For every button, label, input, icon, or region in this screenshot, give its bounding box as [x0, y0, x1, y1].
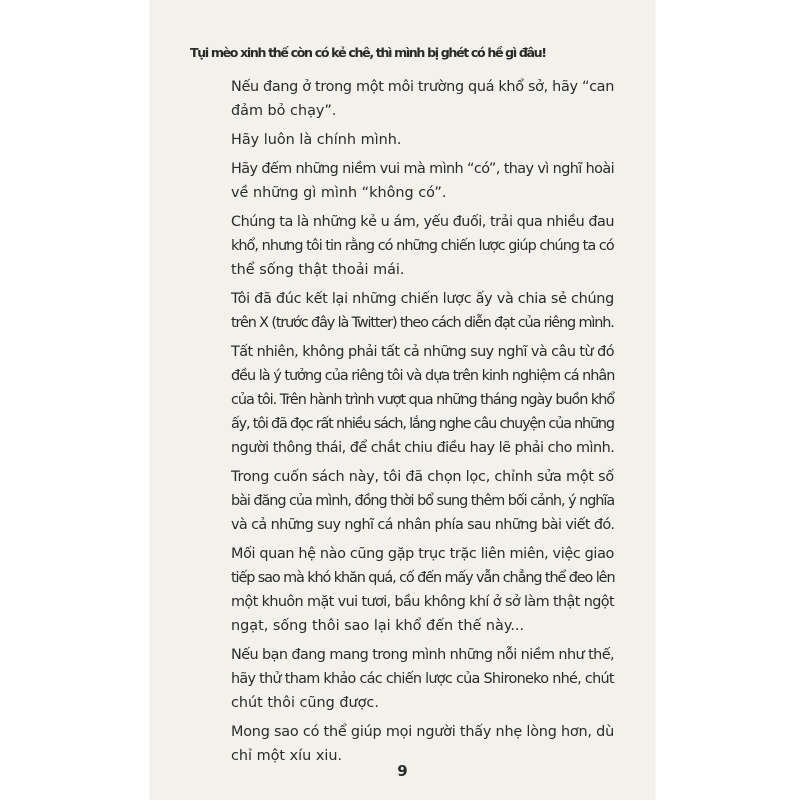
body-text — [194, 75, 614, 773]
paragraph-4 — [194, 210, 614, 282]
text-line: của tôi. Trên hành trình vượt qua những tháng ngày buồn khổ — [231, 392, 615, 408]
paragraph-10 — [194, 720, 614, 768]
paragraph-9 — [194, 643, 614, 715]
text-line: và cả những suy nghĩ cá nhân phía sau những bài viết đó. — [231, 517, 615, 533]
paragraph-8 — [194, 542, 614, 638]
text-line: trên X (trước đây là Twitter) theo cách diễn đạt của riêng mình. — [231, 315, 614, 331]
text-line: Nếu bạn đang mang trong mình những nỗi niềm như thế, — [231, 647, 614, 663]
text-line: Hãy đếm những niềm vui mà mình “có”, thay vì nghĩ hoài — [231, 161, 615, 177]
paragraph-7 — [194, 465, 614, 537]
running-header: Tụi mèo xinh thế còn có kẻ chê, thì mình bị ghét có hề gì đâu! — [190, 45, 546, 60]
text-line: ngạt, sống thôi sao lại khổ đến thế này... — [231, 618, 525, 634]
text-line: Chúng ta là những kẻ u ám, yếu đuối, trải qua nhiều đau — [231, 214, 614, 230]
paragraph-3 — [194, 157, 614, 205]
text-line: khổ, nhưng tôi tin rằng có những chiến lược giúp chúng ta có — [231, 238, 614, 254]
paragraph-1 — [194, 75, 614, 123]
text-line: Trong cuốn sách này, tôi đã chọn lọc, chỉnh sửa một số — [231, 469, 614, 485]
paragraph-5 — [194, 287, 614, 335]
text-line: Tôi đã đúc kết lại những chiến lược ấy và chia sẻ chúng — [231, 291, 614, 307]
text-line: bài đăng của mình, đồng thời bổ sung thêm bối cảnh, ý nghĩa — [231, 493, 615, 509]
text-line: thể sống thật thoải mái. — [231, 262, 405, 278]
text-line: hãy thử tham khảo các chiến lược của Shironeko nhé, chút — [231, 671, 614, 687]
text-line: người thông thái, để chắt chiu điều hay lẽ phải cho mình. — [231, 440, 615, 456]
text-line: Mối quan hệ nào cũng gặp trục trặc liên miên, việc giao — [231, 546, 614, 562]
book-page — [150, 0, 655, 800]
paragraph-6 — [194, 340, 614, 460]
text-line: đảm bỏ chạy”. — [231, 103, 337, 119]
page-number: 9 — [397, 762, 408, 780]
text-line: về những gì mình “không có”. — [231, 185, 447, 201]
text-line: Tất nhiên, không phải tất cả những suy nghĩ và câu từ đó — [231, 344, 614, 360]
text-line: tiếp sao mà khó khăn quá, cố đến mấy vẫn chẳng thể đeo lên — [231, 570, 615, 586]
text-line: Nếu đang ở trong một môi trường quá khổ sở, hãy “can — [231, 79, 614, 95]
text-line: Mong sao có thể giúp mọi người thấy nhẹ lòng hơn, dù — [231, 724, 614, 740]
text-line: chút thôi cũng được. — [231, 695, 379, 711]
text-line: chỉ một xíu xiu. — [231, 748, 343, 764]
text-line: đều là ý tưởng của riêng tôi và dựa trên kinh nghiệm cá nhân — [231, 368, 615, 384]
text-line: ấy, tôi đã đọc rất nhiều sách, lắng nghe câu chuyện của những — [231, 416, 614, 432]
text-line: một khuôn mặt vui tươi, bầu không khí ở sở làm thật ngột — [231, 594, 615, 610]
paragraph-2 — [194, 128, 614, 152]
text-line: Hãy luôn là chính mình. — [231, 132, 402, 148]
